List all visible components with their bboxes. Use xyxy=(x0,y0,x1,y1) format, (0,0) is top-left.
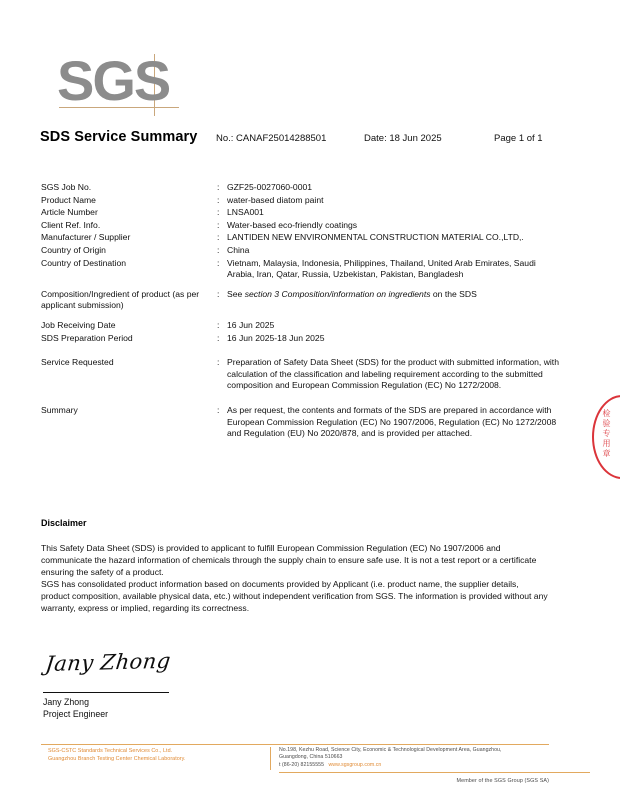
field-row xyxy=(41,289,561,312)
field-row xyxy=(41,333,561,345)
field-value: China xyxy=(227,244,250,255)
footer-member-note: Member of the SGS Group (SGS SA) xyxy=(456,778,549,784)
page-title: SDS Service Summary xyxy=(40,129,198,145)
disclaimer-paragraph: This Safety Data Sheet (SDS) is provided to applicant to fulfill European Commission Regulation (EC) No 1907/2006 and communicate the hazard information of chemicals through the supply chain to ensure safe use. It is not a test report or a certificate ensuring the safety of a product. xyxy=(41,543,537,577)
field-label: Product Name xyxy=(41,194,96,205)
field-row xyxy=(41,258,561,281)
field-value-suffix: on the SDS xyxy=(430,288,477,299)
field-label: Composition/Ingredient of product (as per applicant submission) xyxy=(41,288,200,311)
field-value: As per request, the contents and formats of the SDS are prepared in accordance with European Commission Regulation (EC) No 1907/2006, Regulation (EC) No 1272/2008 and Regulation (EU) No 2020/878, and is provided per attached. xyxy=(227,404,557,439)
field-value xyxy=(227,289,561,301)
field-value: 16 Jun 2025 xyxy=(227,319,275,330)
field-label: Service Requested xyxy=(41,357,114,368)
field-colon: : xyxy=(217,357,220,368)
official-seal-stamp xyxy=(592,395,620,479)
field-colon: : xyxy=(217,232,220,243)
field-row xyxy=(41,182,561,194)
field-value: Preparation of Safety Data Sheet (SDS) for the product with submitted information, with calculation of the classification and labeling requirement according to the submitted composition and European Commission Regulation (EC) No 1272/2008. xyxy=(227,357,559,391)
field-value: 16 Jun 2025-18 Jun 2025 xyxy=(227,332,325,343)
field-value-emphasis: section 3 Composition/information on ingredients xyxy=(244,288,431,299)
footer-company xyxy=(48,748,253,763)
field-row xyxy=(41,207,561,219)
field-row xyxy=(41,357,561,392)
summary-field-list xyxy=(41,182,561,440)
footer-phone: t (86-20) 82155555 xyxy=(279,761,325,768)
footer-address xyxy=(279,747,559,769)
logo-wordmark: SGS xyxy=(57,49,170,112)
field-label: Country of Destination xyxy=(41,257,127,268)
footer-company-line1: SGS-CSTC Standards Technical Services Co., Ltd. xyxy=(48,748,173,754)
field-value: Water-based eco-friendly coatings xyxy=(227,219,358,230)
field-row xyxy=(41,220,561,232)
field-row xyxy=(41,320,561,332)
field-colon: : xyxy=(217,319,220,330)
field-value: LANTIDEN NEW ENVIRONMENTAL CONSTRUCTION MATERIAL CO.,LTD,. xyxy=(227,232,524,243)
signatory-role: Project Engineer xyxy=(43,708,109,719)
field-label: Manufacturer / Supplier xyxy=(41,232,131,243)
sgs-logo xyxy=(57,49,187,120)
footer-address-line1: No.198, Kezhu Road, Science City, Economic & Technological Development Area, Guangzhou, xyxy=(279,747,502,753)
field-label: Article Number xyxy=(41,207,98,218)
signatory-name: Jany Zhong xyxy=(43,697,89,708)
field-value: GZF25-0027060-0001 xyxy=(227,182,313,192)
footer-vertical-divider xyxy=(270,747,271,770)
field-label: Summary xyxy=(41,404,78,415)
document-header xyxy=(40,129,585,145)
page-number: Page 1 of 1 xyxy=(494,133,543,144)
footer-company-line2: Guangzhou Branch Testing Center Chemical Laboratory. xyxy=(48,755,186,762)
field-row xyxy=(41,245,561,257)
disclaimer-paragraph: SGS has consolidated product information based on documents provided by Applicant (i.e. product name, the supplier details, product composition, available physical data, etc.) without independent verification from SGS. The information is provided without any warranty, express or implied, regarding its correctness. xyxy=(41,579,548,613)
footer-divider-lower xyxy=(279,772,590,773)
reference-number: No.: CANAF25014288501 xyxy=(216,133,327,144)
footer-address-line2: Guangdong, China 510663 xyxy=(279,754,343,761)
disclaimer-heading: Disclaimer xyxy=(41,518,87,528)
field-value-prefix: See xyxy=(227,288,245,299)
page-footer xyxy=(41,747,561,781)
field-row xyxy=(41,232,561,244)
field-label: Country of Origin xyxy=(41,244,106,255)
field-row xyxy=(41,405,561,440)
field-label: SDS Preparation Period xyxy=(41,332,133,343)
field-value: water-based diatom paint xyxy=(227,194,324,205)
signature-rule xyxy=(43,692,169,693)
disclaimer-body xyxy=(41,543,549,615)
field-colon: : xyxy=(217,257,220,268)
field-colon: : xyxy=(217,332,220,343)
footer-contact xyxy=(279,762,559,769)
footer-website[interactable]: www.sgsgroup.com.cn xyxy=(328,761,382,768)
field-label: Client Ref. Info. xyxy=(41,219,101,230)
seal-text: 检验专用章 xyxy=(602,409,611,459)
field-colon: : xyxy=(217,288,220,299)
field-value: LNSA001 xyxy=(227,207,264,218)
field-colon: : xyxy=(217,244,220,255)
field-colon: : xyxy=(217,207,220,218)
field-colon: : xyxy=(217,194,220,205)
signature-block xyxy=(43,648,223,720)
field-colon: : xyxy=(217,404,220,415)
field-colon: : xyxy=(217,219,220,230)
field-row xyxy=(41,195,561,207)
issue-date: Date: 18 Jun 2025 xyxy=(364,133,442,144)
field-colon: : xyxy=(217,182,220,192)
field-label: Job Receiving Date xyxy=(41,319,116,330)
handwritten-signature: Jany Zhong xyxy=(44,648,173,677)
field-value: Vietnam, Malaysia, Indonesia, Philippines, Thailand, United Arab Emirates, Saudi Arabia, Iran, Qatar, Russia, Uzbekistan, Pakistan, Bangladesh xyxy=(227,257,536,280)
footer-divider xyxy=(41,744,549,745)
field-label: SGS Job No. xyxy=(41,182,92,192)
